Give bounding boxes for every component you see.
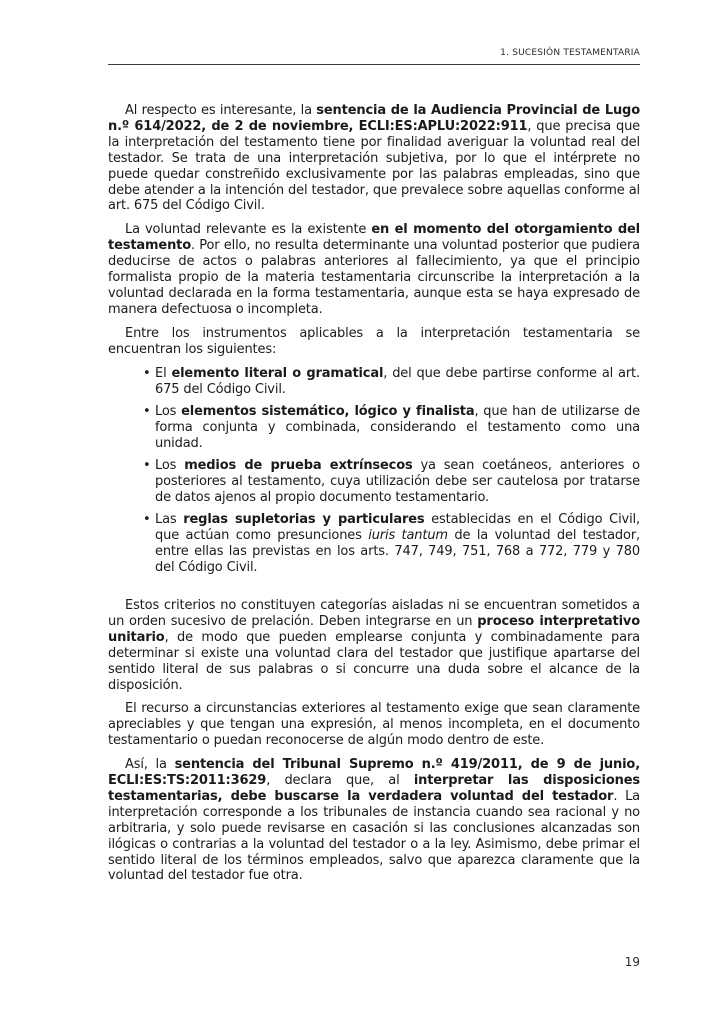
paragraph-4 (108, 598, 640, 693)
bold-term: reglas supletorias y particulares (183, 512, 425, 528)
bold-citation: sentencia de la Audiencia Provincial de Lugo n.º 614/2022, de 2 de noviembre, ECLI:ES:APLU:2022:911 (108, 103, 640, 134)
bold-emphasis: proceso interpretativo unitario (108, 613, 640, 645)
italic-term: iuris tantum (368, 528, 448, 544)
text: , declara que, al (266, 773, 414, 789)
text: Los (155, 403, 182, 419)
text: de la voluntad del testador, entre ellas las previstas en los arts. 747, 749, 751, 768 a 772, 779 y 780 del Código Civil. (155, 528, 641, 576)
paragraph-2 (108, 222, 640, 317)
paragraph-3: Entre los instrumentos aplicables a la interpretación testamentaria se encuentran los siguientes: (108, 325, 640, 357)
text: , que precisa que la interpretación del testamento tiene por finalidad averiguar la voluntad real del testador. Se trata de una interpretación subjetiva, por lo que el intérprete no puede quedar constreñido exclusivamente por las palabras empleadas, sino que debe atender a la intención del testador, que prevalece sobre aquellas conforme al art. 675 del Código Civil. (108, 118, 640, 214)
text: , del que debe partirse conforme al art. 675 del Código Civil. (155, 365, 640, 397)
text: Así, la (125, 757, 175, 773)
text: , que han de utilizarse de forma conjunta y combinada, considerando el testamento como una unidad. (155, 403, 640, 451)
bold-emphasis: en el momento del otorgamiento del testamento (108, 222, 640, 254)
text: , de modo que pueden emplearse conjunta y combinadamente para determinar si existe una voluntad clara del testador que justifique apartarse del sentido literal de sus palabras o si concurre una duda sobre el alcance de la disposición. (108, 629, 640, 693)
paragraph-6 (108, 757, 640, 884)
bold-term: elementos sistemático, lógico y finalista (181, 403, 475, 419)
page-number: 19 (624, 955, 640, 969)
bold-term: medios de prueba extrínsecos (184, 458, 413, 474)
bold-citation: sentencia del Tribunal Supremo n.º 419/2011, de 9 de junio, ECLI:ES:TS:2011:3629 (108, 757, 640, 789)
paragraph-1 (108, 103, 640, 214)
list-item (108, 404, 640, 452)
text: ya sean coetáneos, anteriores o posteriores al testamento, cuya utilización debe ser cautelosa por tratarse de datos ajenos al propio documento testamentario. (155, 458, 640, 505)
text: . Por ello, no resulta determinante una voluntad posterior que pudiera deducirse de actos o palabras anteriores al fallecimiento, ya que el principio formalista propio de la materia testamentaria circunscribe la interpretación a la voluntad declarada en la forma testamentaria, aunque esta se haya expresado de manera defectuosa o incompleta. (108, 238, 640, 317)
page-body (108, 103, 640, 884)
text: La voluntad relevante es la existente (125, 222, 372, 238)
text: Las (155, 512, 184, 528)
list-item (108, 366, 640, 398)
text: Al respecto es interesante, la (125, 103, 317, 118)
instruments-list (108, 366, 640, 576)
text: Los (155, 458, 185, 474)
text: El (155, 365, 172, 381)
running-header (108, 48, 640, 65)
paragraph-5: El recurso a circunstancias exteriores al testamento exige que sean claramente apreciables y que tengan una expresión, al menos incompleta, en el documento testamentario o puedan reconocerse de algún modo dentro de este. (108, 701, 640, 749)
running-title: 1. SUCESIÓN TESTAMENTARIA (500, 48, 640, 58)
bold-term: elemento literal o gramatical (171, 365, 384, 381)
bold-emphasis: interpretar las disposiciones testamentarias, debe buscarse la verdadera voluntad del testador (108, 773, 641, 804)
text: establecidas en el Código Civil, que actúan como presunciones (155, 512, 640, 544)
list-item (108, 512, 640, 576)
text: Estos criterios no constituyen categorías aisladas ni se encuentran sometidos a un orden sucesivo de prelación. Deben integrarse en un (108, 597, 640, 629)
list-item (108, 458, 640, 506)
text: . La interpretación corresponde a los tribunales de instancia cuando sea racional y no arbitraria, y solo puede revisarse en casación si las conclusiones alcanzadas son ilógicas o contrarias a la voluntad del testador o a la ley. Asimismo, debe primar el sentido literal de los términos empleados, salvo que aparezca claramente que la voluntad del testador fue otra. (108, 788, 640, 884)
